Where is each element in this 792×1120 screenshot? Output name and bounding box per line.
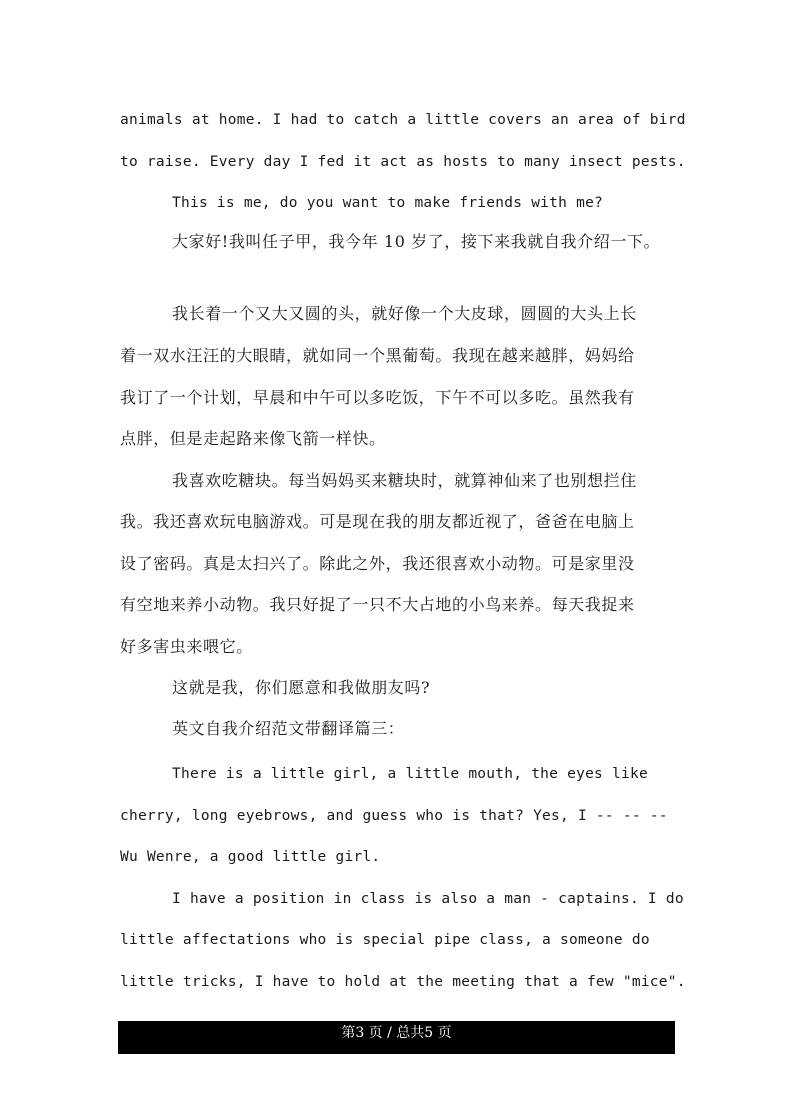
text-line: 点胖，但是走起路来像飞箭一样快。 (120, 429, 386, 448)
text-line: This is me, do you want to make friends with me? (172, 195, 604, 211)
text-line: little affectations who is special pipe class, a someone do (120, 932, 650, 948)
text-line: 我喜欢吃糖块。每当妈妈买来糖块时，就算神仙来了也别想拦住 (172, 471, 637, 490)
text-line: Wu Wenre, a good little girl. (120, 849, 381, 865)
page-number-label: 第3 页 / 总共5 页 (341, 1025, 452, 1041)
page-footer (118, 1021, 675, 1054)
text-line: 我订了一个计划，早晨和中午可以多吃饭，下午不可以多吃。虽然我有 (120, 388, 635, 407)
text-line: 着一双水汪汪的大眼睛，就如同一个黑葡萄。我现在越来越胖，妈妈给 (120, 346, 635, 365)
text-line: to raise. Every day I fed it act as hosts to many insect pests. (120, 154, 686, 170)
text-line: 大家好!我叫任子甲，我今年 10 岁了，接下来我就自我介绍一下。 (172, 232, 661, 251)
text-line: 设了密码。真是太扫兴了。除此之外，我还很喜欢小动物。可是家里没 (120, 554, 635, 573)
text-line: 有空地来养小动物。我只好捉了一只不大占地的小鸟来养。每天我捉来 (120, 595, 635, 614)
text-line: 这就是我，你们愿意和我做朋友吗? (172, 678, 431, 697)
text-line: little tricks, I have to hold at the meeting that a few "mice". (120, 974, 686, 990)
text-line: animals at home. I had to catch a little covers an area of bird (120, 112, 686, 128)
text-line: 好多害虫来喂它。 (120, 637, 253, 656)
text-line: cherry, long eyebrows, and guess who is that? Yes, I -- -- -- (120, 808, 668, 824)
section-heading: 英文自我介绍范文带翻译篇三： (172, 719, 405, 738)
text-line: There is a little girl, a little mouth, the eyes like (172, 766, 648, 782)
text-line: I have a position in class is also a man - captains. I do (172, 891, 684, 907)
text-line: 我。我还喜欢玩电脑游戏。可是现在我的朋友都近视了，爸爸在电脑上 (120, 512, 635, 531)
text-line: 我长着一个又大又圆的头，就好像一个大皮球，圆圆的大头上长 (172, 304, 637, 323)
